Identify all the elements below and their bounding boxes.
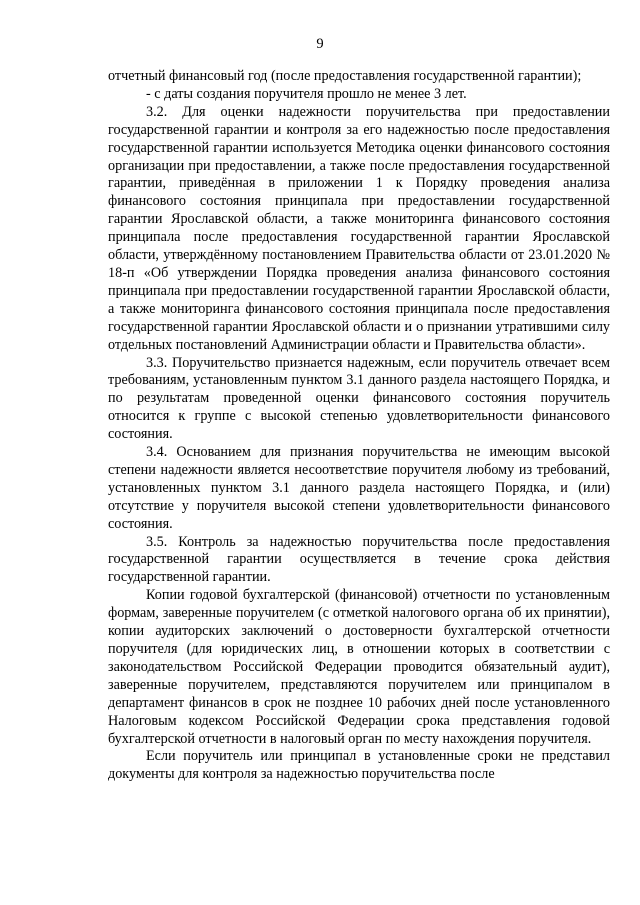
- paragraph-continuation: отчетный финансовый год (после предоставления государственной гарантии);: [108, 68, 582, 84]
- page-number: 9: [316, 36, 324, 52]
- paragraph-copies: Копии годовой бухгалтерской (финансовой) отчетности по установленным формам, заверенные поручителем (с отметкой налогового органа об их принятии), копии аудиторских заключений о достоверности бухгалтерской отчетности поручителя (для юридических лиц, в отношении которых в соответствии с законодательством Российской Федерации проводится обязательный аудит), заверенные поручителем, представляются поручителем или принципалом в департамент финансов в срок не позднее 10 рабочих дней после установленного Налоговым кодексом Российской Федерации срока представления годовой бухгалтерской отчетности в налоговый орган по месту нахождения поручителя.: [108, 587, 610, 747]
- paragraph-criterion: - с даты создания поручителя прошло не менее 3 лет.: [146, 85, 467, 102]
- document-body: [108, 68, 610, 784]
- paragraph-3-4: 3.4. Основанием для признания поручительства не имеющим высокой степени надежности является несоответствие поручителя любому из требований, установленных пунктом 3.1 данного раздела настоящего Порядка, и (или) отсутствие у поручителя высокой степени удовлетворительности финансового состояния.: [108, 444, 610, 532]
- paragraph-3-2: 3.2. Для оценки надежности поручительства при предоставлении государственной гарантии и контроля за его надежностью после предоставления государственной гарантии используется Методика оценки финансового состояния организации при предоставлении, а также после предоставления государственной гарантии, приведённая в приложении 1 к Порядку проведения анализа финансового состояния принципала при предоставлении государственной гарантии Ярославской области, а также мониторинга финансового состояния принципала после предоставления государственной гарантии Ярославской области, утверждённому постановлением Правительства области от 23.01.2020 № 18-п «Об утверждении Порядка проведения анализа финансового состояния принципала при предоставлении государственной гарантии Ярославской области, а также мониторинга финансового состояния принципала после предоставления государственной гарантии Ярославской области и о признании утратившими силу отдельных постановлений Администрации области и Правительства области».: [108, 103, 610, 353]
- paragraph-3-5: 3.5. Контроль за надежностью поручительства после предоставления государственной гарантии осуществляется в течение срока действия государственной гарантии.: [108, 533, 610, 586]
- paragraph-if-guarantor: Если поручитель или принципал в установленные сроки не представил документы для контроля за надежностью поручительства после: [108, 748, 610, 783]
- paragraph-3-3: 3.3. Поручительство признается надежным, если поручитель отвечает всем требованиям, установленным пунктом 3.1 данного раздела настоящего Порядка, и по результатам проведенной оценки финансового состояния поручитель относится к группе с высокой степенью удовлетворительности финансового состояния.: [108, 354, 610, 443]
